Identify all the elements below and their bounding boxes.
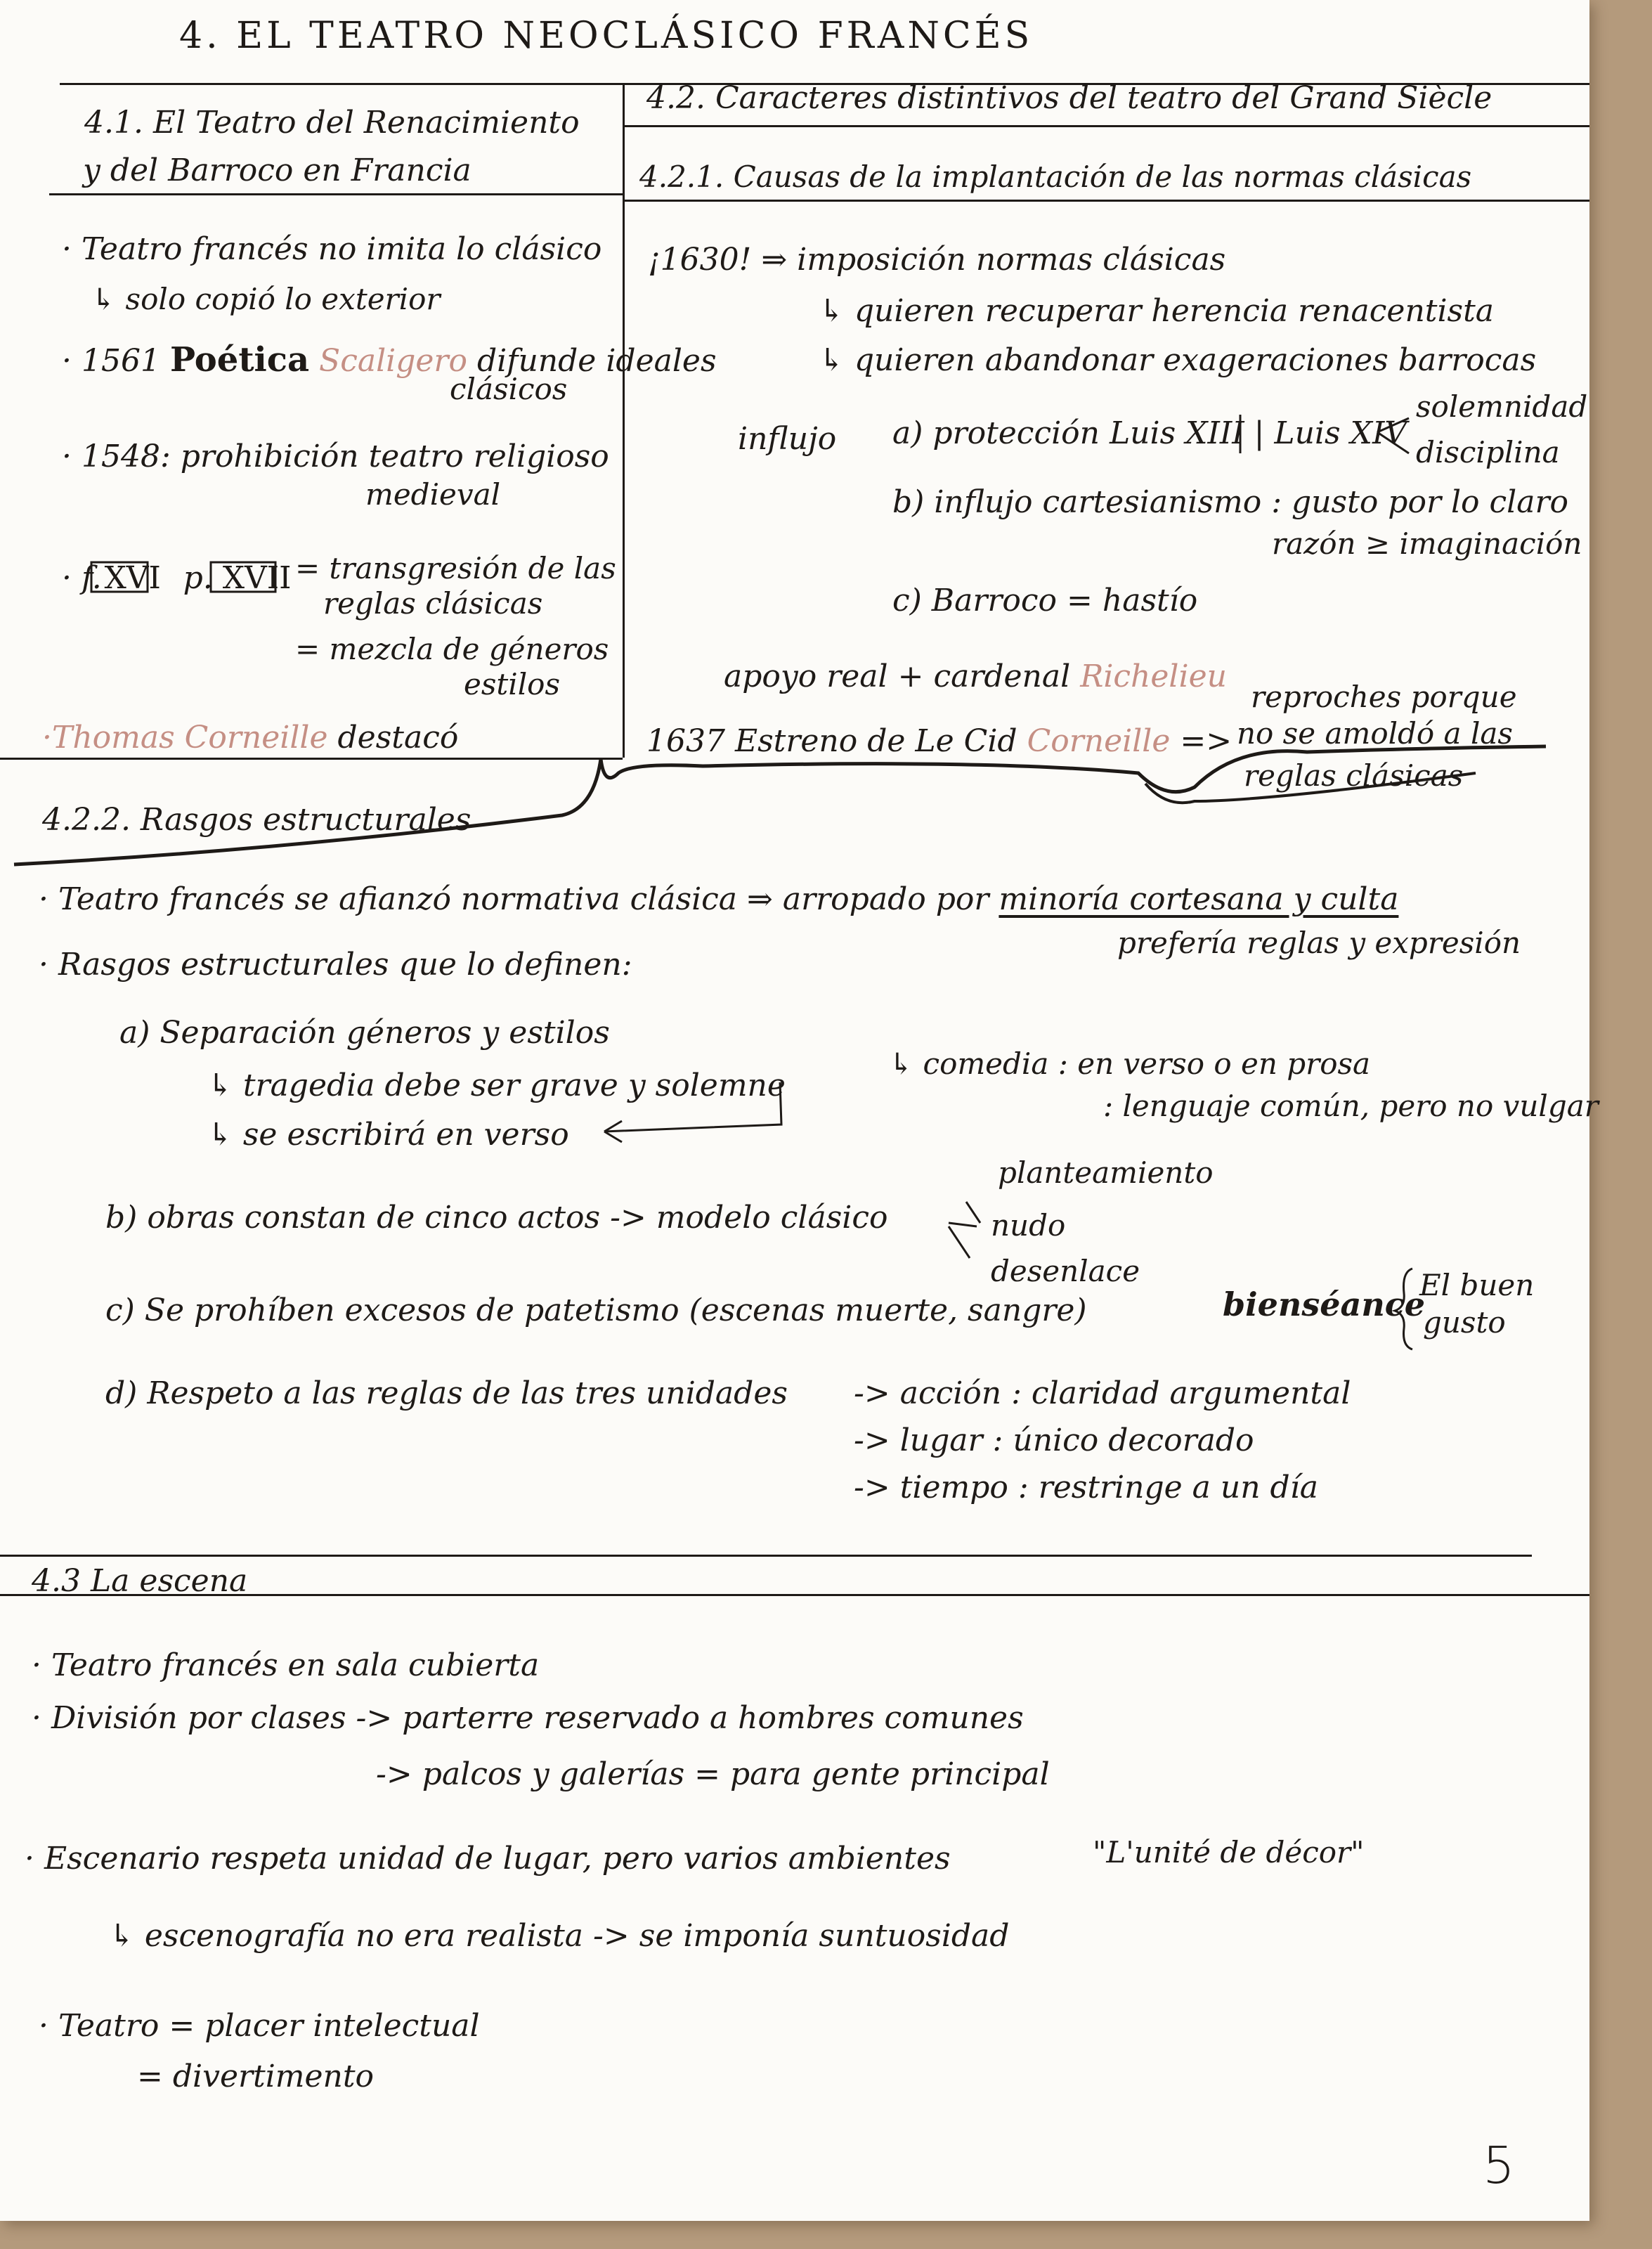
s43-line-3-quote: "L'unité de décor"	[1093, 1835, 1365, 1869]
s422-b1: planteamiento	[998, 1155, 1214, 1190]
s422-bien2: gusto	[1423, 1305, 1506, 1340]
s421-line-2: ↳ quieren recuperar herencia renacentista	[819, 293, 1495, 329]
s43-line-4b: = divertimento	[137, 2059, 375, 2094]
s43-line-2: · División por clases -> parterre reservado a hombres comunes	[32, 1700, 1024, 1736]
s422-d1: -> acción : claridad argumental	[854, 1375, 1351, 1411]
s43-line-2b: -> palcos y galerías = para gente principal	[376, 1756, 1050, 1792]
s43-line-3: · Escenario respeta unidad de lugar, pero varios ambientes	[25, 1841, 951, 1877]
s422-d: d) Respeto a las reglas de las tres unidades	[105, 1375, 788, 1411]
s421-rep2: no se amoldó a las	[1237, 716, 1513, 751]
s422-b3: desenlace	[991, 1254, 1140, 1288]
s41-bullet-3: · 1548: prohibición teatro religioso	[62, 439, 609, 474]
s422-c: c) Se prohíben excesos de patetismo (escenas muerte, sangre)	[105, 1292, 1087, 1328]
s422-com2: : lenguaje común, pero no vulgar	[1103, 1089, 1599, 1123]
s41-bullet-4-t4: estilos	[464, 667, 560, 701]
s421-c: c) Barroco = hastío	[892, 583, 1198, 618]
section-42-heading: 4.2. Caracteres distintivos del teatro del Grand Siècle	[646, 80, 1492, 116]
section-43-heading: 4.3 La escena	[32, 1563, 248, 1599]
minoria-underlined: minoría cortesana y culta	[999, 881, 1399, 917]
s43-line-3b: ↳ escenografía no era realista -> se imponía suntuosidad	[109, 1918, 1010, 1954]
s422-d2: -> lugar : único decorado	[854, 1422, 1254, 1458]
s421-a1: solemnidad	[1416, 389, 1588, 424]
s421-b: b) influjo cartesianismo : gusto por lo claro	[892, 484, 1568, 520]
s41-bullet-4-t2: reglas clásicas	[323, 586, 543, 621]
s41-bullet-5: ·Thomas Corneille destacó	[42, 720, 459, 756]
s422-line-2: · Rasgos estructurales que lo definen:	[39, 947, 632, 983]
s41-bullet-4-t1: = transgresión de las	[295, 551, 616, 585]
s421-line-3: ↳ quieren abandonar exageraciones barrocas	[819, 342, 1537, 378]
s41-bullet-3b: medieval	[365, 477, 501, 512]
s421-a2: disciplina	[1416, 435, 1560, 469]
s421-rep1: reproches porque	[1251, 680, 1517, 714]
poetica-bold: Poética	[169, 340, 310, 380]
s422-a2: ↳ se escribirá en verso	[207, 1117, 569, 1153]
s41-bullet-4-t3: = mezcla de géneros	[295, 632, 609, 666]
s41-bullet-1a: ↳ solo copió lo exterior	[91, 282, 441, 316]
s421-a: a) protección Luis XIII | Luis XIV	[892, 415, 1407, 451]
corneille-name: Corneille	[1027, 723, 1171, 759]
s421-influjo: influjo	[738, 421, 837, 457]
s422-b2: nudo	[991, 1208, 1066, 1243]
s422-line-1b: prefería reglas y expresión	[1117, 926, 1521, 960]
section-41-heading: 4.1. El Teatro del Renacimiento	[84, 105, 580, 141]
page-number: 5	[1483, 2136, 1515, 2195]
s421-apoyo: apoyo real + cardenal Richelieu	[724, 659, 1227, 694]
s422-b: b) obras constan de cinco actos -> modelo clásico	[105, 1200, 888, 1236]
s41-bullet-2b: clásicos	[450, 372, 568, 406]
s421-line-1: ¡1630! ⇒ imposición normas clásicas	[648, 242, 1226, 278]
richelieu-name: Richelieu	[1080, 659, 1227, 694]
arrow-branch-icon-2	[949, 1202, 980, 1258]
s422-a: a) Separación géneros y estilos	[119, 1015, 610, 1051]
s422-d3: -> tiempo : restringe a un día	[854, 1470, 1319, 1505]
s421-cid: 1637 Estreno de Le Cid Corneille =>	[646, 723, 1233, 759]
s421-b2: razón ≥ imaginación	[1272, 526, 1582, 561]
s422-line-1: · Teatro francés se afianzó normativa clásica ⇒ arropado por minoría cortesana y culta	[39, 881, 1399, 917]
s422-bien1: El buen	[1419, 1268, 1535, 1302]
s43-line-4: · Teatro = placer intelectual	[39, 2008, 480, 2044]
section-421-heading: 4.2.1. Causas de la implantación de las normas clásicas	[639, 160, 1472, 194]
s43-line-1: · Teatro francés en sala cubierta	[32, 1647, 540, 1683]
s421-rep3: reglas clásicas	[1244, 758, 1464, 793]
s41-bullet-4: · f.XVI p. XVII	[62, 560, 292, 596]
section-41-heading-2: y del Barroco en Francia	[83, 153, 471, 188]
s422-a1: ↳ tragedia debe ser grave y solemne	[207, 1068, 786, 1103]
section-422-heading: 4.2.2. Rasgos estructurales	[42, 802, 471, 838]
s41-bullet-1: · Teatro francés no imita lo clásico	[62, 231, 602, 267]
page-title: 4. EL TEATRO NEOCLÁSICO FRANCÉS	[179, 15, 1034, 57]
s422-com1: ↳ comedia : en verso o en prosa	[889, 1046, 1371, 1081]
scaligero-name: Scaligero	[319, 343, 467, 379]
s41-bullet-2: · 1561 Poética Scaligero difunde ideales	[62, 340, 717, 380]
s422-bienseance: bienséance	[1223, 1285, 1426, 1323]
